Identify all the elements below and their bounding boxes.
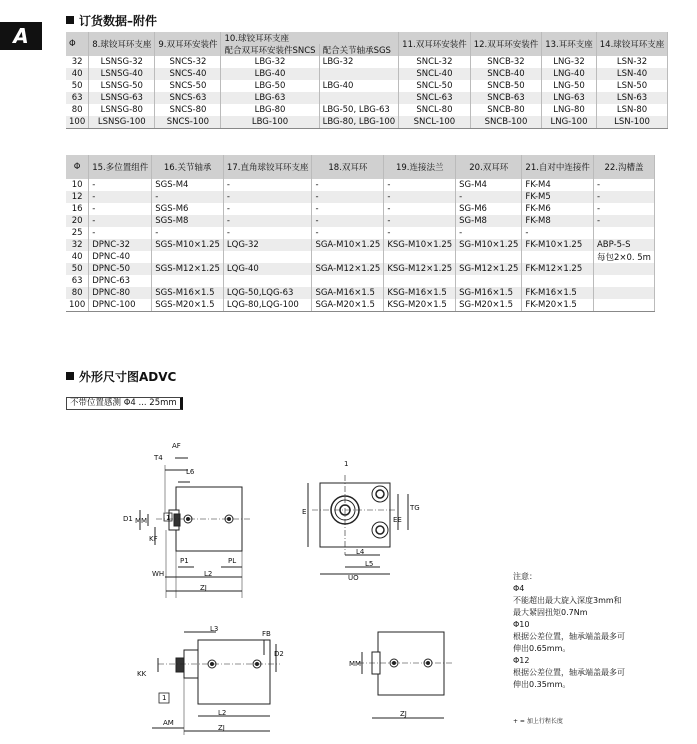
table-cell: LSNSG-32	[89, 56, 155, 68]
callout-1-top: 1	[166, 514, 171, 522]
table-cell: SG-M8	[456, 215, 522, 227]
table-cell: SNCL-50	[399, 80, 471, 92]
note-line: Φ4	[513, 584, 525, 593]
table-cell: SGA-M16×1.5	[312, 287, 384, 299]
table-cell: 16	[66, 203, 89, 215]
table-cell: SG-M16×1.5	[456, 287, 522, 299]
table-cell: 每包2×0. 5m	[593, 251, 654, 263]
dim-pl: PL	[228, 557, 237, 565]
table-cell: -	[312, 227, 384, 239]
table-cell: -	[223, 203, 312, 215]
cylinder-body-side-2	[198, 640, 270, 704]
table-cell: SNCB-32	[470, 56, 542, 68]
table-cell: 25	[66, 227, 89, 239]
table-cell: LSNSG-40	[89, 68, 155, 80]
table1-header: 9.双耳环安装件	[155, 32, 221, 56]
table-cell: LNG-100	[542, 116, 597, 129]
dim-kf: KF	[149, 535, 158, 543]
table-cell: -	[89, 215, 152, 227]
table-cell: 32	[66, 239, 89, 251]
table-cell: -	[89, 227, 152, 239]
table-cell: LQG-40	[223, 263, 312, 275]
table-cell: 50	[66, 263, 89, 275]
order-data-title: 订货数据–附件	[66, 12, 157, 29]
table-cell: LQG-80,LQG-100	[223, 299, 312, 312]
table-cell: SG-M20×1.5	[456, 299, 522, 312]
table-cell: LSNSG-63	[89, 92, 155, 104]
dimensions-title: 外形尺寸图ADVC	[66, 368, 176, 385]
dim-tg: TG	[410, 504, 420, 512]
table-cell: LQG-32	[223, 239, 312, 251]
table1-header: 8.球铰耳环支座	[89, 32, 155, 56]
note-line: 最大紧固扭矩0.7Nm	[513, 608, 588, 617]
table-cell: -	[384, 191, 456, 203]
note-line: 不能超出最大旋入深度3mm和	[513, 596, 622, 605]
table-cell: -	[223, 191, 312, 203]
note-line: 根据公差位置，轴承端盖最多可	[513, 668, 625, 677]
table-cell: SNCS-80	[155, 104, 221, 116]
dim-kk: KK	[137, 670, 147, 678]
note-line: 伸出0.35mm。	[513, 680, 571, 689]
table-cell: DPNC-32	[89, 239, 152, 251]
footnote: + = 加上行程长度	[513, 718, 563, 725]
dim-zj: ZJ	[200, 584, 207, 592]
dim-l6: L6	[186, 468, 195, 476]
dim-af: AF	[172, 442, 181, 450]
table-cell: FK-M4	[522, 179, 594, 191]
dim-mm-right: MM	[349, 660, 362, 668]
table-cell: LBG-80, LBG-100	[319, 116, 399, 129]
table2-header: 17.直角球铰耳环支座	[223, 155, 312, 179]
callout-1-front: 1	[344, 460, 349, 468]
table-cell: SNCL-80	[399, 104, 471, 116]
dim-e: E	[302, 508, 307, 516]
table1-subheader: 配合双耳环安装件SNCS	[221, 44, 319, 56]
dim-uo: UO	[348, 574, 359, 582]
dim-l2: L2	[204, 570, 213, 578]
table-cell: -	[312, 203, 384, 215]
table-cell: LNG-63	[542, 92, 597, 104]
table-cell: SNCB-80	[470, 104, 542, 116]
table-cell: -	[593, 191, 654, 203]
table-cell: LBG-80	[221, 104, 319, 116]
table-cell: -	[384, 203, 456, 215]
table-cell: LBG-32	[221, 56, 319, 68]
table-cell: LNG-32	[542, 56, 597, 68]
table-cell: KSG-M20×1.5	[384, 299, 456, 312]
table2-header: 18.双耳环	[312, 155, 384, 179]
table-cell: SGS-M12×1.25	[152, 263, 224, 275]
table-cell: SNCS-100	[155, 116, 221, 129]
table1-header: 12.双耳环安装件	[470, 32, 542, 56]
table-cell: 10	[66, 179, 89, 191]
dim-zj-bottom: ZJ	[218, 724, 225, 732]
table-cell: -	[456, 227, 522, 239]
table-cell: LBG-50, LBG-63	[319, 104, 399, 116]
table-cell: LBG-32	[319, 56, 399, 68]
table-cell: LSNSG-100	[89, 116, 155, 129]
table-cell: SNCL-32	[399, 56, 471, 68]
dim-fb: FB	[262, 630, 271, 638]
table-cell: LBG-50	[221, 80, 319, 92]
table-cell: -	[593, 215, 654, 227]
table-cell: SNCS-63	[155, 92, 221, 104]
table-cell: SNCB-63	[470, 92, 542, 104]
table-cell: 50	[66, 80, 89, 92]
dim-mm: MM	[135, 517, 148, 525]
table2-header: 16.关节轴承	[152, 155, 224, 179]
table-cell: KSG-M12×1.25	[384, 263, 456, 275]
table-cell: -	[89, 179, 152, 191]
table-cell: -	[223, 215, 312, 227]
table-cell: KSG-M16×1.5	[384, 287, 456, 299]
table-cell: LSN-32	[596, 56, 668, 68]
table-cell: -	[593, 203, 654, 215]
table-cell: SGS-M16×1.5	[152, 287, 224, 299]
table-cell: -	[312, 191, 384, 203]
table-cell: LSN-50	[596, 80, 668, 92]
table-cell: SG-M6	[456, 203, 522, 215]
table-cell: LSN-100	[596, 116, 668, 129]
table-cell: -	[312, 215, 384, 227]
table-cell: SG-M4	[456, 179, 522, 191]
table1-header: 11.双耳环安装件	[399, 32, 471, 56]
note-line: Φ12	[513, 656, 530, 665]
table-cell: -	[384, 227, 456, 239]
table-cell: SG-M10×1.25	[456, 239, 522, 251]
table-cell: 100	[66, 299, 89, 312]
table-cell: -	[384, 215, 456, 227]
cylinder-body-front	[320, 483, 390, 547]
dim-ee: EE	[393, 516, 402, 524]
table-cell: FK-M16×1.5	[522, 287, 594, 299]
table-cell: DPNC-80	[89, 287, 152, 299]
table-cell: FK-M12×1.25	[522, 263, 594, 275]
table-cell: LSNSG-80	[89, 104, 155, 116]
table-cell: 32	[66, 56, 89, 68]
table-cell: FK-M10×1.25	[522, 239, 594, 251]
table-cell: SGS-M10×1.25	[152, 239, 224, 251]
dim-l4: L4	[356, 548, 365, 556]
table-cell: SGA-M12×1.25	[312, 263, 384, 275]
table-cell: LBG-100	[221, 116, 319, 129]
table1-subheader: 配合关节轴承SGS	[319, 44, 399, 56]
table-cell: LQG-50,LQG-63	[223, 287, 312, 299]
table-cell: -	[223, 227, 312, 239]
dim-am: AM	[163, 719, 174, 727]
table-cell: FK-M20×1.5	[522, 299, 594, 312]
table-cell: 63	[66, 275, 89, 287]
table-cell: 80	[66, 287, 89, 299]
table-cell: -	[593, 179, 654, 191]
table-cell: 12	[66, 191, 89, 203]
table-cell: -	[456, 191, 522, 203]
table2-header: 21.自对中连接件	[522, 155, 594, 179]
table-cell: LBG-40	[319, 80, 399, 92]
table-cell: LSN-63	[596, 92, 668, 104]
table-cell: SGS-M4	[152, 179, 224, 191]
table-cell: -	[152, 191, 224, 203]
table-cell: 20	[66, 215, 89, 227]
table-cell: FK-M8	[522, 215, 594, 227]
table-cell: LNG-40	[542, 68, 597, 80]
table-cell: LNG-50	[542, 80, 597, 92]
table-cell: LBG-63	[221, 92, 319, 104]
dim-p1: P1	[180, 557, 189, 565]
table-cell: SG-M12×1.25	[456, 263, 522, 275]
table-cell: DPNC-100	[89, 299, 152, 312]
table2-header: Φ	[66, 155, 89, 179]
callout-1: 1	[162, 694, 167, 702]
table-cell: -	[89, 203, 152, 215]
table-cell: DPNC-40	[89, 251, 152, 263]
table-cell: 63	[66, 92, 89, 104]
table-cell: SGS-M6	[152, 203, 224, 215]
table-cell: ABP-5-S	[593, 239, 654, 251]
dim-d1: D1	[123, 515, 133, 523]
table-cell: SNCB-40	[470, 68, 542, 80]
note-line: 根据公差位置，轴承端盖最多可	[513, 632, 625, 641]
dim-wh: WH	[152, 570, 165, 578]
table2-header: 15.多位置组件	[89, 155, 152, 179]
table-cell: -	[152, 227, 224, 239]
section-badge: A	[0, 22, 42, 50]
table-cell: SNCS-40	[155, 68, 221, 80]
note-line: Φ10	[513, 620, 530, 629]
table-cell: -	[522, 227, 594, 239]
note-line: 伸出0.65mm。	[513, 644, 571, 653]
table-cell: 80	[66, 104, 89, 116]
notes	[513, 571, 625, 691]
table-cell: SNCS-50	[155, 80, 221, 92]
table-cell: SNCS-32	[155, 56, 221, 68]
table-cell: LSN-40	[596, 68, 668, 80]
piston-rod	[174, 514, 180, 526]
dim-l5: L5	[365, 560, 374, 568]
table-cell: SGA-M10×1.25	[312, 239, 384, 251]
table1-header: Φ	[66, 32, 89, 56]
table-cell: SGA-M20×1.5	[312, 299, 384, 312]
table2-header: 20.双耳环	[456, 155, 522, 179]
table-cell: LBG-40	[221, 68, 319, 80]
table-cell: LNG-80	[542, 104, 597, 116]
table1-header: 13.耳环支座	[542, 32, 597, 56]
table-cell: LSNSG-50	[89, 80, 155, 92]
table1-header: 10.球铰耳环支座	[221, 32, 399, 44]
dim-t4: T4	[154, 454, 163, 462]
table-cell: SGS-M8	[152, 215, 224, 227]
table-cell: SNCL-40	[399, 68, 471, 80]
table-cell: -	[384, 179, 456, 191]
table2-header: 19.连接法兰	[384, 155, 456, 179]
note-line: 注意：	[513, 572, 537, 581]
table-cell: LSN-80	[596, 104, 668, 116]
table-cell: -	[223, 179, 312, 191]
threaded-rod	[176, 658, 184, 672]
table-cell: 40	[66, 68, 89, 80]
table-cell: FK-M6	[522, 203, 594, 215]
table-cell: SNCL-63	[399, 92, 471, 104]
table-cell: FK-M5	[522, 191, 594, 203]
table-cell: -	[89, 191, 152, 203]
table-cell: SNCB-100	[470, 116, 542, 129]
table-cell: DPNC-63	[89, 275, 152, 287]
table2-header: 22.沟槽盖	[593, 155, 654, 179]
dim-l3: L3	[210, 625, 219, 633]
table-cell: SNCB-50	[470, 80, 542, 92]
sensor-note: 不带位置感测 Φ4 ... 25mm	[66, 397, 183, 410]
dim-l2-bottom: L2	[218, 709, 227, 717]
table-cell: KSG-M10×1.25	[384, 239, 456, 251]
table-cell: 40	[66, 251, 89, 263]
table-cell: DPNC-50	[89, 263, 152, 275]
table-cell: SGS-M20×1.5	[152, 299, 224, 312]
table1-header: 14.球铰耳环支座	[596, 32, 668, 56]
table-cell: SNCL-100	[399, 116, 471, 129]
table-cell: 100	[66, 116, 89, 129]
dim-d2: D2	[274, 650, 284, 658]
dim-zj-right: ZJ	[400, 710, 407, 718]
table-cell: -	[312, 179, 384, 191]
